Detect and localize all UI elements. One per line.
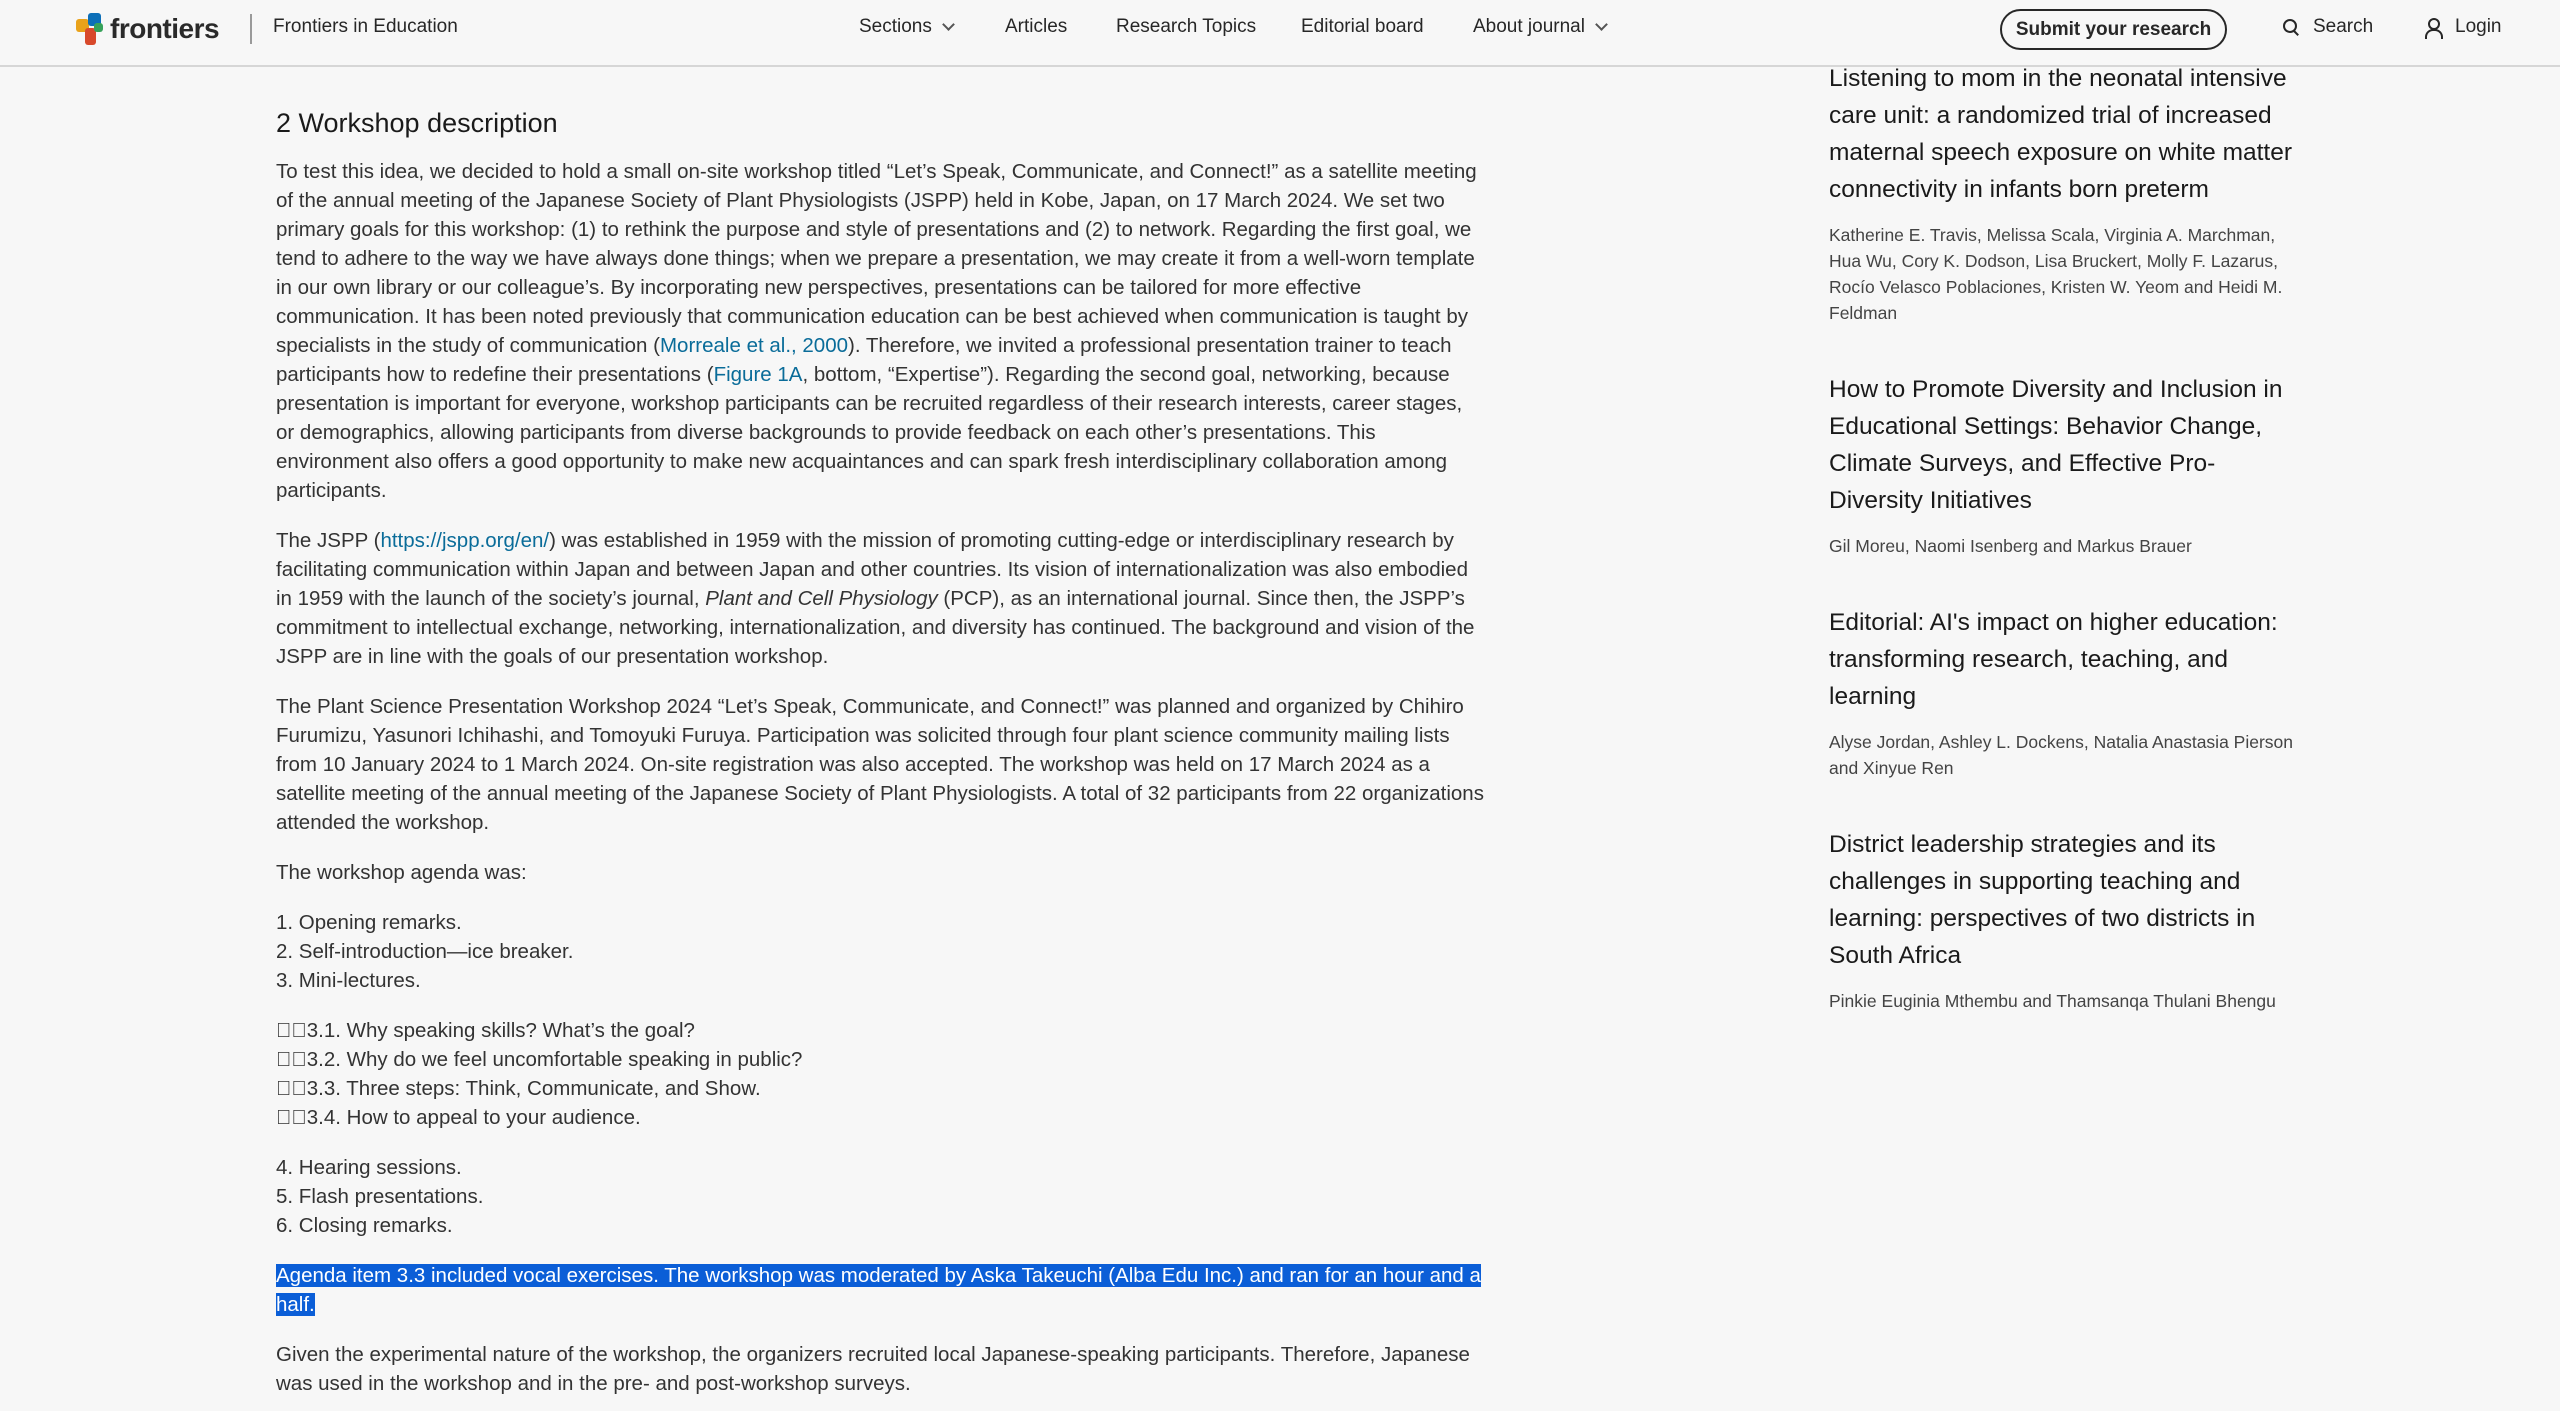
related-article: [1829, 604, 2309, 781]
paragraph-workshop-goals: To test this idea, we decided to hold a small on-site workshop titled “Let’s Speak, Communicate, and Connect!” as a satellite meeting of the annual meeting of the Japanese Society of Plant Physiologists (JSPP) held in Kobe, Japan, on 17 March 2024. We set two primary goals for this workshop: (1) to rethink the purpose and style of presentations and (2) to network. Regarding the first goal, we tend to adhere to the way we have always done things; when we prepare a presentation, we may create it from a well-worn template in our own library or our colleague’s. By incorporating new perspectives, presentations can be tailored for more effective communication. It has been noted previously that communication education can be best achieved when communication is taught by specialists in the study of communication (Morreale et al., 2000). Therefore, we invited a professional presentation trainer to teach participants how to redefine their presentations (Figure 1A, bottom, “Expertise”). Regarding the second goal, networking, because presentation is important for everyone, workshop participants can be recruited regardless of their research interests, career stages, or demographics, allowing participants from diverse backgrounds to provide feedback on each other’s presentations. This environment also offers a good opportunity to make new acquaintances and can spark fresh interdisciplinary collaboration among participants.: [276, 160, 1477, 502]
frontiers-logo-icon: [76, 13, 104, 45]
article-body: [276, 100, 1486, 1411]
nav-about-journal[interactable]: [1473, 16, 1606, 38]
agenda-list-sub: [276, 1016, 1486, 1132]
top-navigation-bar: [0, 0, 2560, 67]
jspp-url-link[interactable]: https://jspp.org/en/: [380, 529, 550, 552]
search-button[interactable]: [2282, 16, 2373, 38]
related-article: [1829, 826, 2309, 1014]
related-article-authors: Katherine E. Travis, Melissa Scala, Virginia A. Marchman, Hua Wu, Cory K. Dodson, Lisa Bruckert, Molly F. Lazarus, Rocío Velasco Poblaciones, Kristen W. Yeom and Heidi M. Feldman: [1829, 225, 2283, 323]
chevron-down-icon: [1595, 18, 1608, 31]
related-article: [1829, 60, 2309, 326]
chevron-down-icon: [942, 18, 955, 31]
nav-about-journal-label: About journal: [1473, 16, 1585, 37]
journal-name-link[interactable]: Frontiers in Education: [273, 16, 458, 37]
related-article-authors: Gil Moreu, Naomi Isenberg and Markus Brauer: [1829, 536, 2192, 556]
user-icon: [2424, 18, 2442, 36]
list-item: 3. Mini-lectures.: [276, 969, 421, 992]
agenda-list-rest: [276, 1153, 1486, 1240]
list-item:   3.4. How to appeal to your audience.: [276, 1106, 641, 1129]
nav-articles-label: Articles: [1005, 16, 1068, 37]
agenda-list-main: [276, 908, 1486, 995]
paragraph-jspp: The JSPP (https://jspp.org/en/) was established in 1959 with the mission of promoting cutting-edge or interdisciplinary research by facilitating communication within Japan and between Japan and other countries. Its vision of internationalization was also embodied in 1959 with the launch of the society’s journal, Plant and Cell Physiology (PCP), as an international journal. Since then, the JSPP’s commitment to intellectual exchange, networking, internationalization, and diversity has continued. The background and vision of the JSPP are in line with the goals of our presentation workshop.: [276, 529, 1475, 668]
section-heading: 2 Workshop description: [276, 108, 558, 138]
related-article-title[interactable]: Editorial: AI's impact on higher education: transforming research, teaching, and learning: [1829, 609, 2278, 710]
related-article-title[interactable]: Listening to mom in the neonatal intensive care unit: a randomized trial of increased maternal speech exposure on white matter connectivity in infants born preterm: [1829, 65, 2293, 203]
search-label: Search: [2313, 16, 2374, 37]
nav-sections[interactable]: [859, 16, 953, 38]
citation-morreale-link[interactable]: Morreale et al., 2000: [659, 334, 849, 357]
list-item:   3.3. Three steps: Think, Communicate, and Show.: [276, 1077, 761, 1100]
list-item:   3.2. Why do we feel uncomfortable speaking in public?: [276, 1048, 803, 1071]
nav-research-topics[interactable]: [1116, 16, 1256, 38]
frontiers-logo[interactable]: [76, 11, 219, 47]
list-item: 2. Self-introduction—ice breaker.: [276, 940, 574, 963]
login-label: Login: [2455, 16, 2502, 37]
related-article-title[interactable]: District leadership strategies and its challenges in supporting teaching and learning: perspectives of two districts in South Africa: [1829, 831, 2256, 969]
related-article: [1829, 371, 2309, 559]
agenda-intro: The workshop agenda was:: [276, 861, 527, 884]
search-icon: [2282, 18, 2300, 36]
related-article-title[interactable]: How to Promote Diversity and Inclusion in Educational Settings: Behavior Change, Climate Surveys, and Effective Pro-Diversity Initiatives: [1829, 376, 2283, 514]
figure-1a-link[interactable]: Figure 1A: [713, 363, 803, 386]
list-item: 1. Opening remarks.: [276, 911, 462, 934]
login-button[interactable]: [2424, 16, 2502, 38]
list-item: 4. Hearing sessions.: [276, 1156, 462, 1179]
brand-divider: [250, 14, 252, 44]
brand-name: frontiers: [110, 13, 220, 44]
nav-editorial-board[interactable]: [1301, 16, 1424, 38]
nav-research-topics-label: Research Topics: [1116, 16, 1257, 37]
list-item:   3.1. Why speaking skills? What’s the goal?: [276, 1019, 695, 1042]
list-item: 5. Flash presentations.: [276, 1185, 484, 1208]
related-articles-sidebar: [1829, 60, 2309, 1059]
paragraph-workshop-details: The Plant Science Presentation Workshop 2024 “Let’s Speak, Communicate, and Connect!” was planned and organized by Chihiro Furumizu, Yasunori Ichihashi, and Tomoyuki Furuya. Participation was solicited through four plant science community mailing lists from 10 January 2024 to 1 March 2024. On-site registration was also accepted. The workshop was held on 17 March 2024 as a satellite meeting of the annual meeting of the Japanese Society of Plant Physiologists. A total of 32 participants from 22 organizations attended the workshop.: [276, 695, 1484, 834]
selected-text-highlight[interactable]: Agenda item 3.3 included vocal exercises. The workshop was moderated by Aska Takeuchi (Alba Edu Inc.) and ran for an hour and a half.: [276, 1264, 1481, 1316]
nav-sections-label: Sections: [859, 16, 932, 37]
paragraph-selected[interactable]: [276, 1261, 1486, 1319]
related-article-authors: Pinkie Euginia Mthembu and Thamsanqa Thulani Bhengu: [1829, 991, 2276, 1011]
related-article-authors: Alyse Jordan, Ashley L. Dockens, Natalia Anastasia Pierson and Xinyue Ren: [1829, 732, 2293, 778]
nav-articles[interactable]: [1005, 16, 1067, 38]
list-item: 6. Closing remarks.: [276, 1214, 453, 1237]
paragraph-language: Given the experimental nature of the workshop, the organizers recruited local Japanese-speaking participants. Therefore, Japanese was used in the workshop and in the pre- and post-workshop surveys.: [276, 1343, 1470, 1395]
submit-research-button[interactable]: Submit your research: [2000, 9, 2227, 50]
nav-editorial-board-label: Editorial board: [1301, 16, 1424, 37]
